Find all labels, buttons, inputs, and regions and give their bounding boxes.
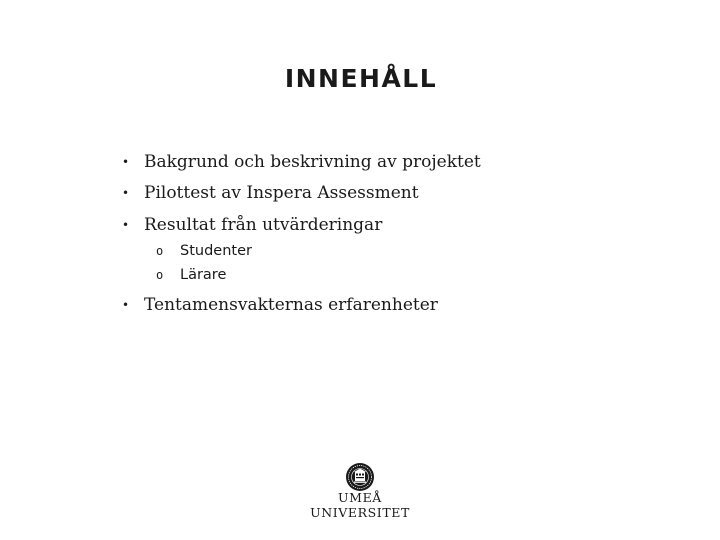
sub-list-item [156, 240, 252, 262]
list-item [122, 213, 382, 237]
logo-wordmark: UMEÅ UNIVERSITET [310, 490, 410, 520]
bullet-text: Tentamensvakternas erfarenheter [144, 295, 438, 315]
bullet-marker: • [122, 218, 130, 232]
bullet-marker: • [122, 186, 130, 200]
umea-university-logo [290, 462, 430, 520]
slide-title: INNEHÅLL [284, 64, 438, 93]
university-seal-icon [345, 462, 375, 492]
sub-list-item [156, 264, 226, 286]
bullet-marker: • [122, 155, 130, 169]
sub-bullet-text: Lärare [180, 267, 227, 283]
sub-bullet-marker: o [156, 244, 164, 258]
bullet-text: Bakgrund och beskrivning av projektet [144, 152, 481, 172]
list-item [122, 293, 438, 317]
bullet-text: Resultat från utvärderingar [144, 215, 383, 235]
bullet-text: Pilottest av Inspera Assessment [144, 183, 419, 203]
list-item [122, 181, 419, 205]
sub-bullet-text: Studenter [180, 243, 252, 259]
bullet-marker: • [122, 298, 130, 312]
sub-bullet-marker: o [156, 268, 164, 282]
list-item [122, 150, 481, 174]
